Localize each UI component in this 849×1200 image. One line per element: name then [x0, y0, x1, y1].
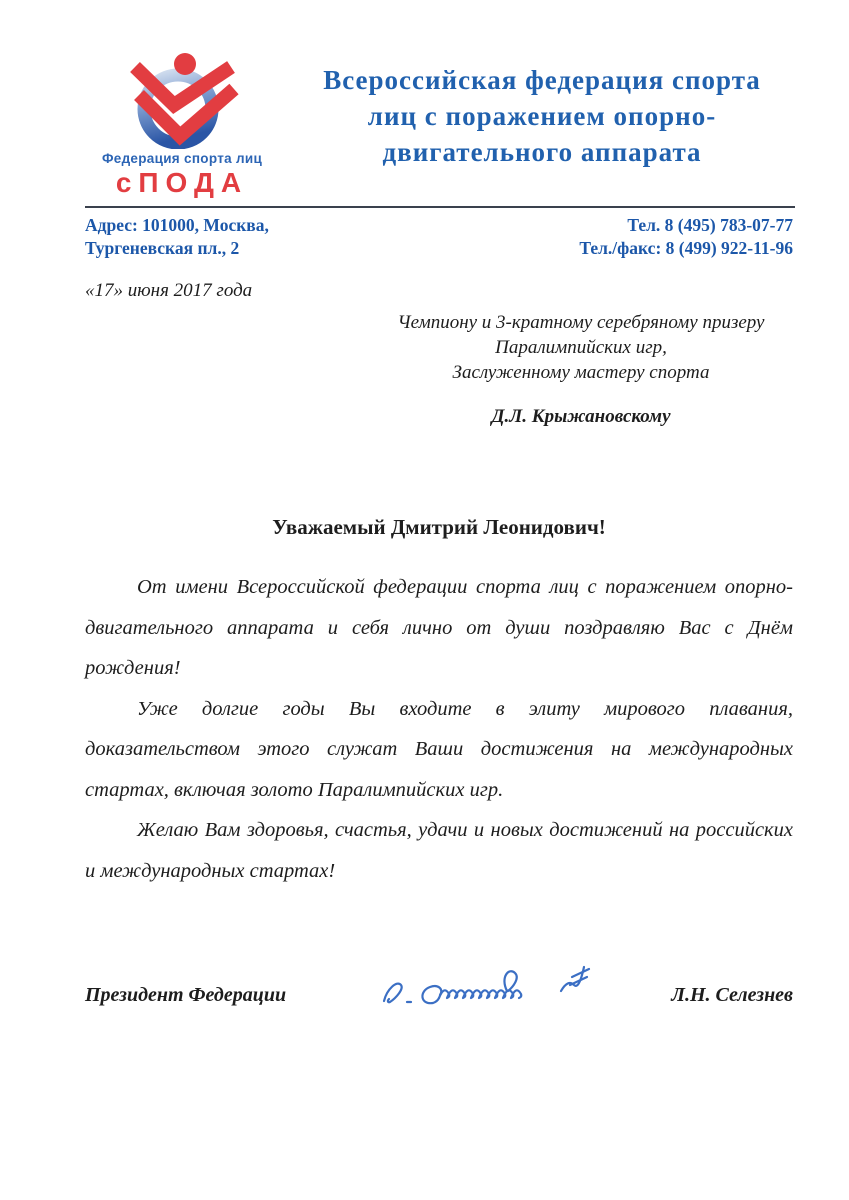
signer-role: Президент Федерации	[85, 984, 287, 1006]
body-paragraph: Желаю Вам здоровья, счастья, удачи и новых достижений на российских и международных стартах!	[85, 819, 793, 882]
letterhead	[0, 0, 849, 207]
salutation: Уважаемый Дмитрий Леонидович!	[272, 515, 606, 539]
federation-emblem-icon	[121, 52, 243, 149]
letter-body	[85, 567, 793, 891]
phones-block	[579, 214, 793, 260]
addressee-line: Паралимпийских игр,	[495, 337, 667, 358]
contacts-row	[85, 214, 793, 260]
handwritten-signature	[376, 947, 601, 1013]
organization-title-line: двигательного аппарата	[382, 137, 702, 167]
federation-logo	[92, 52, 272, 199]
organization-title	[275, 62, 809, 170]
signer-name: Л.Н. Селезнев	[671, 984, 793, 1006]
addressee-line: Чемпиону и 3-кратному серебряному призеру	[397, 312, 765, 333]
addressee-block	[361, 310, 801, 429]
body-paragraph: Уже долгие годы Вы входите в элиту мирового плавания, доказательством этого служат Ваши достижения на международных стартах, включая золото Паралимпийских игр.	[85, 697, 793, 801]
address-block	[85, 214, 269, 260]
address-line: Адрес: 101000, Москва,	[85, 215, 269, 235]
organization-title-line: лиц с поражением опорно-	[367, 101, 717, 131]
logo-caption: Федерация спорта лиц	[101, 151, 263, 166]
organization-title-line: Всероссийская федерация спорта	[323, 65, 761, 95]
address-line: Тургеневская пл., 2	[85, 238, 240, 258]
letter-date: «17» июня 2017 года	[85, 280, 253, 301]
body-paragraph: От имени Всероссийской федерации спорта лиц с поражением опорно-двигательного аппарата и себя лично от души поздравляю Вас с Днём рождения!	[85, 576, 793, 679]
logo-acronym: сПОДА	[115, 167, 249, 198]
signature-row	[85, 947, 793, 1007]
phone-fax-line: Тел./факс: 8 (499) 922-11-96	[579, 238, 793, 258]
letterhead-divider	[85, 206, 795, 208]
addressee-name: Д.Л. Крыжановскому	[491, 406, 671, 427]
phone-line: Тел. 8 (495) 783-07-77	[627, 215, 793, 235]
addressee-line: Заслуженному мастеру спорта	[452, 362, 710, 383]
